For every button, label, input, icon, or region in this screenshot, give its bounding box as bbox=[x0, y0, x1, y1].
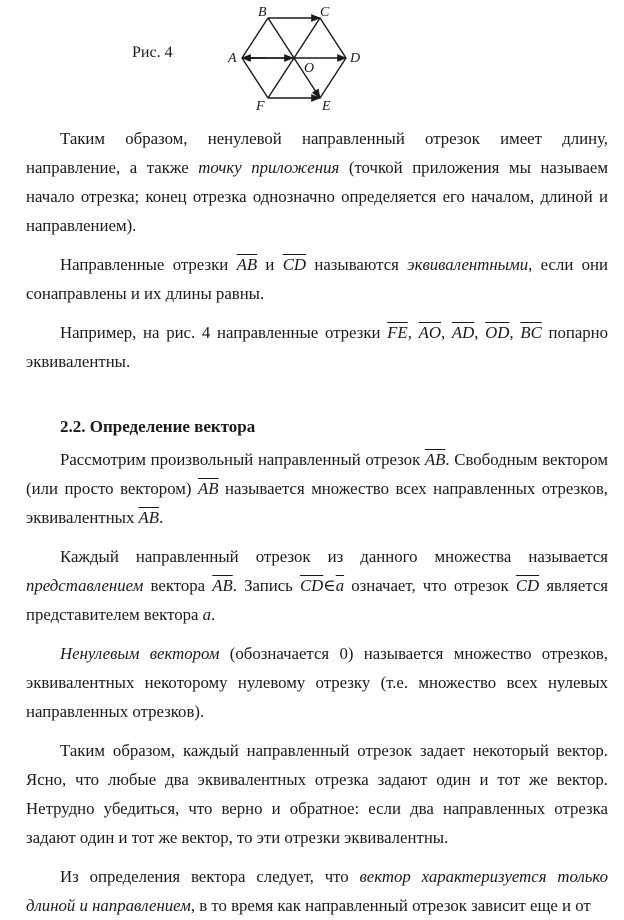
vertex-label-f: F bbox=[256, 99, 265, 114]
vector-a: a bbox=[202, 605, 212, 624]
vector-ab: $\overline{AB}$ bbox=[424, 450, 446, 469]
vector-cd: $\overline{CD}$ bbox=[299, 576, 324, 595]
paragraph-7: Таким образом, каждый направленный отрезок задает некоторый вектор. Ясно, что любые два эквивалентных отрезка задают один и тот же вектор. Нетрудно убедиться, что верно и обратное: если два направленных отрезка задают один и тот же вектор, то эти отрезки эквивалентны. bbox=[26, 741, 608, 847]
emphasis: вектор характеризуется только длиной и направлением bbox=[26, 867, 608, 915]
element-of-symbol: ∈ bbox=[323, 576, 336, 595]
figure-caption: Рис. 4 bbox=[132, 44, 173, 61]
vector-ab: $\overline{AB}$ bbox=[236, 255, 258, 274]
vector-ab: $\overline{AB}$ bbox=[198, 479, 219, 498]
emphasis: представлением bbox=[26, 576, 144, 595]
emphasis: точку приложения bbox=[198, 158, 340, 177]
vector-bc: $\overline{BC}$ bbox=[520, 323, 542, 342]
vertex-label-o: O bbox=[304, 61, 315, 76]
vertex-label-a: A bbox=[228, 51, 237, 66]
hex-edge-ed bbox=[320, 58, 346, 98]
vertex-label-d: D bbox=[350, 51, 361, 66]
paragraph-3: Например, на рис. 4 направленные отрезки $\overline{FE}$, $\overline{AO}$, $\overline{AD}$, $\overline{OD}$, $\overline{BC}$ попарно эквивалентны. bbox=[26, 323, 609, 371]
hex-edge-af bbox=[242, 58, 268, 98]
paragraph-1: Таким образом, ненулевой направленный отрезок имеет длину, направление, а также точку приложения (точкой приложения мы называем начало отрезка; конец отрезка однозначно определяется его началом, длиной и направлением). bbox=[26, 129, 608, 235]
vector-cd: $\overline{CD}$ bbox=[282, 255, 307, 274]
vector-ad: $\overline{AD}$ bbox=[451, 323, 475, 342]
zero-vector: 0 bbox=[339, 644, 348, 663]
vertex-label-c: C bbox=[320, 5, 330, 20]
vector-ab: $\overline{AB}$ bbox=[138, 508, 160, 527]
paragraph-6: Ненулевым вектором (обозначается 0) называется множество отрезков, эквивалентных некоторому нулевому отрезку (т.е. множество всех нулевых направленных отрезков). bbox=[26, 644, 608, 721]
vector-cd: $\overline{CD}$ bbox=[515, 576, 540, 595]
hex-edge-ba bbox=[242, 18, 268, 58]
vector-ao: $\overline{AO}$ bbox=[418, 323, 441, 342]
emphasis: Ненулевым вектором bbox=[60, 644, 220, 663]
hexagon-figure bbox=[222, 0, 370, 114]
section-heading: 2.2. Определение вектора bbox=[60, 417, 256, 436]
vector-od: $\overline{OD}$ bbox=[485, 323, 510, 342]
vector-ab: $\overline{AB}$ bbox=[212, 576, 233, 595]
paragraph-2: Направленные отрезки $\overline{AB}$ и $\overline{CD}$ называются эквивалентными, если они сонаправлены и их длины равны. bbox=[26, 255, 609, 303]
paragraph-8: Из определения вектора следует, что вектор характеризуется только длиной и направлением, в то время как направленный отрезок зависит еще и от bbox=[26, 867, 608, 915]
paragraph-4: Рассмотрим произвольный направленный отрезок $\overline{AB}$. Свободным вектором (или просто вектором) $\overline{AB}$ называется множество всех направленных отрезков, эквивалентных $\overline{AB}$. bbox=[26, 450, 608, 527]
body-text bbox=[26, 124, 608, 920]
vector-fe: $\overline{FE}$ bbox=[387, 323, 408, 342]
vertex-label-e: E bbox=[322, 99, 331, 114]
paragraph-5: Каждый направленный отрезок из данного множества называется представлением вектора $\overline{AB}$. Запись $\overline{CD}\in\overline{a}$ означает, что отрезок $\overline{CD}$ является представителем вектора a. bbox=[26, 547, 608, 624]
emphasis: эквивалентными bbox=[407, 255, 529, 274]
vertex-label-b: B bbox=[258, 5, 267, 20]
vector-a: $\overline{a}$ bbox=[335, 576, 345, 595]
hex-edge-cd bbox=[320, 18, 346, 58]
